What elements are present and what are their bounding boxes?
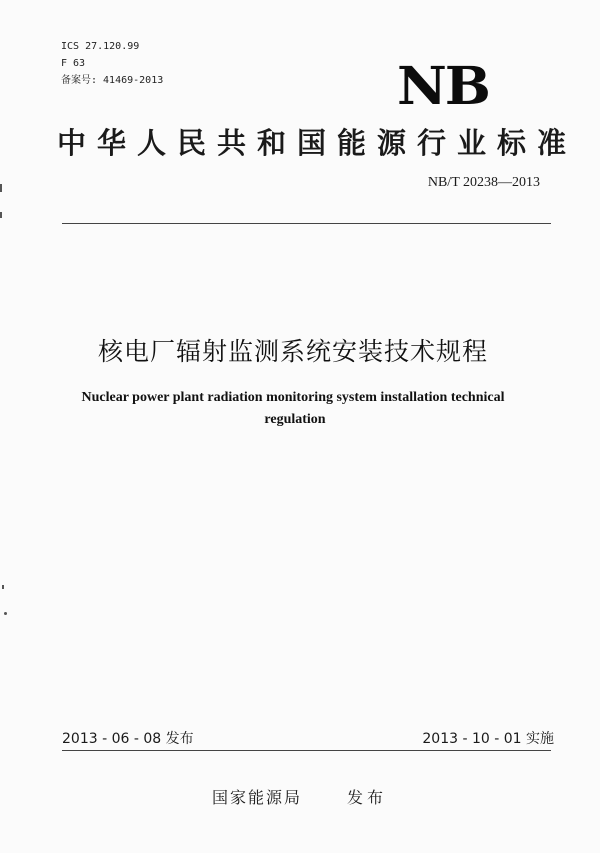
nb-logo: NB — [397, 56, 489, 117]
scan-mark — [0, 212, 2, 218]
document-title-chinese: 核电厂辐射监测系统安装技术规程 — [98, 337, 489, 366]
standard-type-heading: 中华人民共和国能源行业标准 — [57, 126, 578, 160]
implementation-date: 2013 - 10 - 01 实施 — [422, 731, 554, 747]
bottom-divider — [62, 750, 551, 751]
scan-mark — [4, 612, 7, 615]
release-date: 2013 - 06 - 08 发布 — [62, 731, 194, 747]
issue-action: 发布 — [347, 788, 388, 807]
scan-mark — [0, 184, 2, 192]
scan-mark — [2, 585, 4, 589]
category-code: F 63 — [61, 58, 86, 69]
ics-code: ICS 27.120.99 — [61, 41, 140, 52]
standard-number: NB/T 20238—2013 — [427, 175, 540, 190]
top-divider — [62, 223, 551, 224]
document-title-english-line1: Nuclear power plant radiation monitoring system installation technical — [81, 390, 505, 405]
issuing-authority: 国家能源局 — [212, 788, 303, 807]
record-number: 备案号: 41469-2013 — [61, 75, 164, 86]
document-title-english-line2: regulation — [264, 412, 326, 427]
